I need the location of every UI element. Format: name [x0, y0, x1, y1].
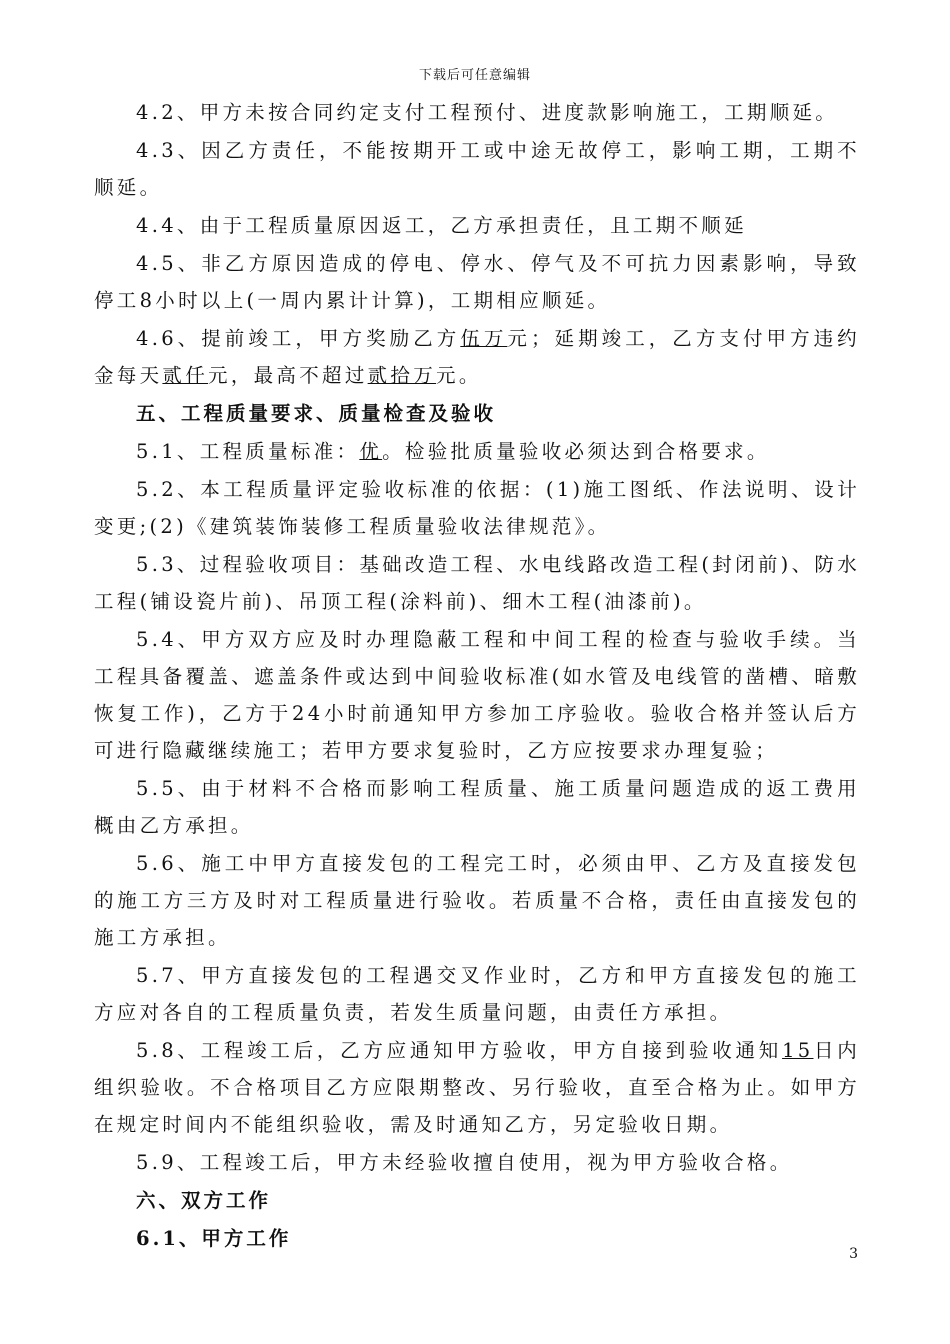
quality-standard: 优 [359, 440, 383, 463]
clause-4-6-text-a: 4.6、提前竣工，甲方奖励乙方 [136, 327, 461, 350]
clause-5-6: 5.6、施工中甲方直接发包的工程完工时，必须由甲、乙方及直接发包的施工方三方及时对工程质量进行验收。若质量不合格，责任由直接发包的施工方承担。 [94, 852, 860, 949]
clause-5-7: 5.7、甲方直接发包的工程遇交叉作业时，乙方和甲方直接发包的施工方应对各自的工程质量负责，若发生质量问题，由责任方承担。 [94, 964, 860, 1024]
clause-5-8-text-a: 5.8、工程竣工后，乙方应通知甲方验收，甲方自接到验收通知 [136, 1039, 783, 1062]
clause-5-9: 5.9、工程竣工后，甲方未经验收擅自使用，视为甲方验收合格。 [136, 1151, 793, 1174]
acceptance-days: 15 [782, 1039, 814, 1062]
clause-5-5: 5.5、由于材料不合格而影响工程质量、施工质量问题造成的返工费用概由乙方承担。 [94, 777, 860, 837]
clause-4-6-text-d: 元。 [436, 364, 482, 387]
page-number: 3 [849, 1246, 858, 1262]
clause-5-8 [94, 1032, 860, 1143]
clause-5-4: 5.4、甲方双方应及时办理隐蔽工程和中间工程的检查与验收手续。当工程具备覆盖、遮盖条件或达到中间验收标准(如水管及电线管的凿槽、暗敷恢复工作)，乙方于24小时前通知甲方参加工序验收。验收合格并签认后方可进行隐藏继续施工；若甲方要求复验时，乙方应按要求办理复验； [94, 628, 860, 762]
daily-penalty-amount: 贰仟 [162, 364, 209, 387]
clause-4-3: 4.3、因乙方责任，不能按期开工或中途无故停工，影响工期，工期不顺延。 [94, 139, 860, 199]
clause-4-6-text-b: 元；延期竣工，乙方支付甲方违约金每天 [94, 327, 860, 387]
section-6-title: 六、双方工作 [136, 1189, 272, 1212]
clause-4-6 [94, 320, 860, 394]
subsection-6-1-title: 6.1、甲方工作 [136, 1227, 292, 1250]
clause-5-2: 5.2、本工程质量评定验收标准的依据：(1)施工图纸、作法说明、设计变更;(2)《建筑装饰装修工程质量验收法律规范》。 [94, 478, 860, 538]
page-header: 下载后可任意编辑 [418, 68, 531, 83]
section-5-title: 五、工程质量要求、质量检查及验收 [136, 402, 497, 425]
bonus-amount: 伍万 [460, 327, 508, 350]
clause-4-4: 4.4、由于工程质量原因返工，乙方承担责任，且工期不顺延 [136, 214, 747, 237]
clause-5-3: 5.3、过程验收项目：基础改造工程、水电线路改造工程(封闭前)、防水工程(铺设瓷片前)、吊顶工程(涂料前)、细木工程(油漆前)。 [94, 553, 860, 613]
clause-5-8-text-b: 日内组织验收。不合格项目乙方应限期整改、另行验收，直至合格为止。如甲方在规定时间内不能组织验收，需及时通知乙方，另定验收日期。 [94, 1039, 860, 1136]
clause-5-1-text-a: 5.1、工程质量标准： [136, 440, 360, 463]
clause-4-6-text-c: 元，最高不超过 [208, 364, 368, 387]
clause-4-2: 4.2、甲方未按合同约定支付工程预付、进度款影响施工，工期顺延。 [136, 101, 839, 124]
clause-5-1-text-b: 。检验批质量验收必须达到合格要求。 [382, 440, 770, 463]
clause-4-5: 4.5、非乙方原因造成的停电、停水、停气及不可抗力因素影响，导致停工8小时以上(一周内累计计算)，工期相应顺延。 [94, 252, 860, 312]
clause-5-1 [94, 433, 860, 470]
max-penalty-amount: 贰拾万 [367, 364, 437, 387]
document-body [94, 94, 860, 1258]
